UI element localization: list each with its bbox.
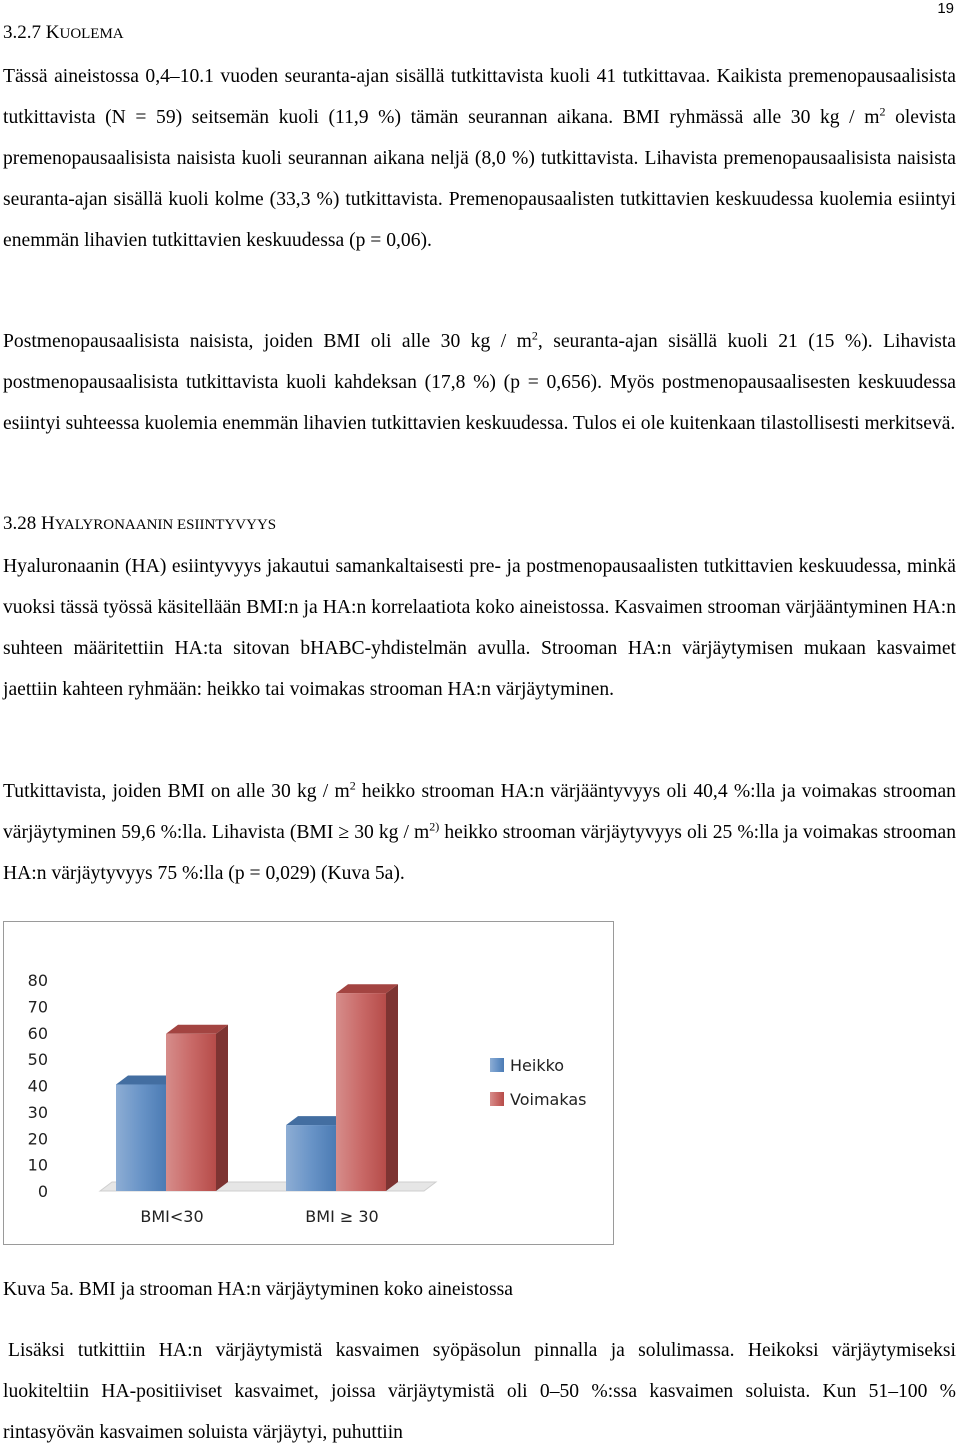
legend-label: Heikko bbox=[510, 1056, 565, 1075]
ha-paragraph-1 bbox=[3, 546, 956, 710]
heading-rest: UOLEMA bbox=[59, 26, 124, 42]
ha-paragraph-3 bbox=[3, 1330, 956, 1453]
x-tick-label: BMI<30 bbox=[140, 1207, 204, 1226]
text-run: heikko strooman värjäytyvyys oli 25 %:lla ja voimakas strooman HA:n värjäytyvyys 75 %:lla (p = 0,029) (Kuva 5a). bbox=[3, 822, 956, 884]
text-run: Lisäksi tutkittiin HA:n värjäytymistä kasvaimen syöpäsolun pinnalla ja solulimassa. Heikoksi värjäytymiseksi luokiteltiin HA-positiiviset kasvaimet, joissa värjäytymistä oli 0–50 %:ssa kasvaimen soluista. Kun 51–100 % rintasyövän kasvaimen soluista värjäytyi, puhuttiin bbox=[3, 1340, 956, 1443]
heading-first-letter: K bbox=[45, 22, 60, 43]
legend-swatch bbox=[490, 1058, 504, 1072]
text-run: heikko strooman HA:n värjääntyvyys oli 40,4 %:lla ja voimakas strooman värjäytyminen 59,6 %:lla. Lihavista (BMI bbox=[3, 781, 956, 843]
bar-chart bbox=[4, 922, 613, 1244]
heading-first-letter: H bbox=[41, 513, 55, 534]
y-tick-label: 50 bbox=[27, 1050, 48, 1070]
legend-label: Voimakas bbox=[510, 1090, 587, 1109]
bar-side bbox=[216, 1025, 228, 1191]
text-run: olevista premenopausaalisista naisista kuoli seurannan aikana neljä (8,0 %) tutkittavista. Lihavista premenopausaalisista naisista seuranta-ajan sisällä kuoli kolme (33,3 %) tutkittavista. Premenopausaalisten tutkittavien keskuudessa kuolemia esiintyi enemmän lihavien tutkittavien keskuudessa (p = 0,06). bbox=[3, 107, 957, 251]
text-run: , seuranta-ajan sisällä kuoli 21 (15 %). Lihavista postmenopausaalisista tutkittavista kuoli kahdeksan (17,8 %) (p = 0,656). Myös postmenopausaalisesten keskuudessa esiintyi suhteessa kuolemia enemmän lihavien tutkittavien keskuudessa. Tulos ei ole kuitenkaan tilastollisesti merkitsevä. bbox=[3, 331, 956, 434]
kuolema-paragraph-1 bbox=[3, 56, 956, 261]
superscript: 2 bbox=[531, 328, 538, 343]
bar bbox=[286, 1125, 336, 1191]
superscript: 2 bbox=[879, 104, 886, 119]
figure-caption: Kuva 5a. BMI ja strooman HA:n värjäytyminen koko aineistossa bbox=[3, 1279, 513, 1300]
section-heading-hyalyronaani bbox=[3, 513, 276, 535]
ha-paragraph-2 bbox=[3, 771, 956, 894]
bar bbox=[116, 1084, 166, 1191]
y-tick-label: 20 bbox=[27, 1129, 48, 1149]
bar-chart-frame bbox=[3, 921, 614, 1245]
y-tick-label: 70 bbox=[27, 997, 48, 1017]
y-tick-label: 40 bbox=[27, 1076, 48, 1096]
y-tick-label: 10 bbox=[27, 1155, 48, 1175]
y-tick-label: 80 bbox=[27, 971, 48, 990]
heading-rest: YALYRONAANIN ESIINTYVYYS bbox=[54, 517, 277, 533]
text-run: Postmenopausaalisista naisista, joiden BMI oli alle 30 kg / m bbox=[3, 331, 532, 352]
y-tick-label: 30 bbox=[27, 1102, 48, 1122]
heading-number: 3.2.7 bbox=[3, 22, 41, 43]
text-run: 30 kg / m bbox=[349, 822, 430, 843]
text-run: Tutkittavista, joiden BMI on alle 30 kg / m bbox=[3, 781, 350, 802]
y-tick-label: 60 bbox=[27, 1023, 48, 1043]
geq-symbol: ≥ bbox=[338, 822, 350, 843]
x-tick-label: BMI ≥ 30 bbox=[305, 1207, 379, 1226]
text-run: Tässä aineistossa 0,4–10.1 vuoden seuranta-ajan sisällä tutkittavista kuoli 41 tutkittavaa. Kaikista premenopausaalisista tutkittavista (N = 59) seitsemän kuoli (11,9 %) tämän seurannan aikana. BMI ryhmässä alle 30 kg / m bbox=[3, 66, 956, 128]
superscript: 2) bbox=[429, 819, 440, 834]
bar bbox=[166, 1034, 216, 1191]
y-tick-label: 0 bbox=[37, 1182, 48, 1201]
legend-swatch bbox=[490, 1092, 504, 1106]
section-heading-kuolema bbox=[3, 22, 124, 44]
bar bbox=[336, 993, 386, 1191]
superscript: 2 bbox=[349, 778, 356, 793]
bar-side bbox=[386, 984, 398, 1191]
kuolema-paragraph-2 bbox=[3, 321, 956, 444]
text-run: Hyaluronaanin (HA) esiintyvyys jakautui samankaltaisesti pre- ja postmenopausaalisten tutkittavien keskuudessa, minkä vuoksi tässä työssä käsitellään BMI:n ja HA:n korrelaatiota koko aineistossa. Kasvaimen strooman värjääntyminen HA:n suhteen määritettiin HA:ta sitovan bHABC-yhdistelmän avulla. Strooman HA:n värjäytymisen mukaan kasvaimet jaettiin kahteen ryhmään: heikko tai voimakas strooman HA:n värjäytyminen. bbox=[3, 556, 956, 700]
heading-number: 3.28 bbox=[3, 513, 37, 534]
page-number: 19 bbox=[937, 0, 954, 17]
